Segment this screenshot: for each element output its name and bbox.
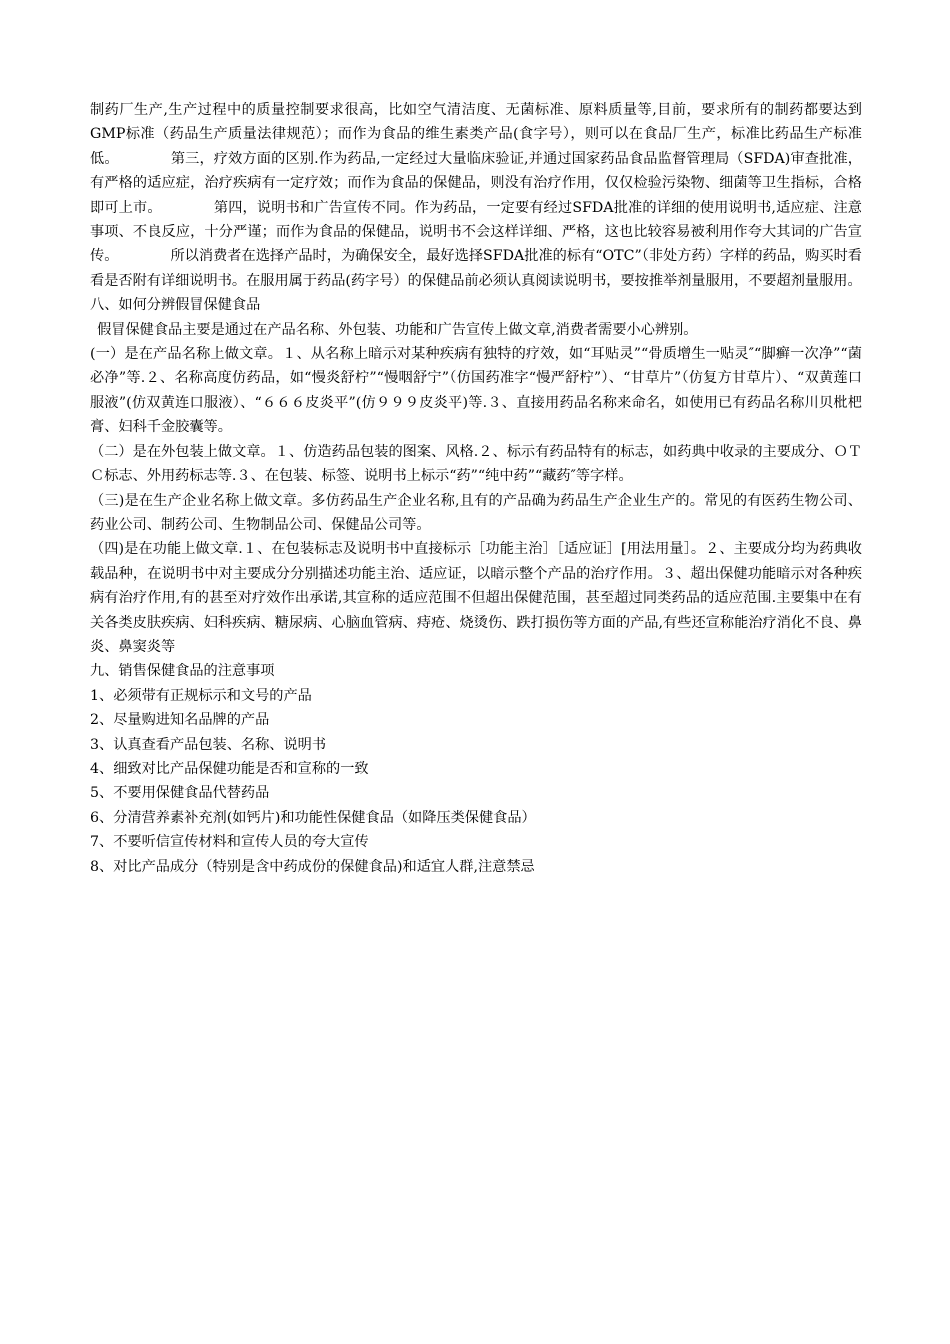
list-item: 7、不要听信宣传材料和宣传人员的夸大宣传 [90,834,369,851]
list-item: 3、认真查看产品包装、名称、说明书 [90,736,327,753]
list-item: 4、细致对比产品保健功能是否和宣称的一致 [90,760,369,777]
section8-item-4: （四)是在功能上做文章.１、在包装标志及说明书中直接标示［功能主治］［适应证］[用法用量］。２、主要成分均为药典收载品种，在说明书中对主要成分分别描述功能主治、适应证，以暗示整个产品的治疗作用。３、超出保健功能暗示对各种疾病有治疗作用,有的甚至对疗效作出承诺,其宣称的适应范围不但超出保健范围，甚至超过同类药品的适应范围.主要集中在有关各类皮肤疾病、妇科疾病、糖尿病、心脑血管病、痔疮、烧烫伤、跌打损伤等方面的产品,有些还宣称能治疗消化不良、鼻炎、鼻窦炎等 [90,541,862,655]
section8-item-2: （二）是在外包装上做文章。１、仿造药品包装的图案、风格.２、标示有药品特有的标志，如药典中收录的主要成分、ＯＴＣ标志、外用药标志等.３、在包装、标签、说明书上标示“药”“纯中药”“藏药″等字样。 [90,443,862,485]
intro-text-3: 第四，说明书和广告宣传不同。作为药品，一定要有经过SFDA批准的详细的使用说明书,适应症、注意事项、不良反应，十分严谨；而作为食品的保健品，说明书不会这样详细、严格，这也比较容易被利用作夸大其词的广告宣传。 [90,199,862,265]
intro-text-2: 第三，疗效方面的区别.作为药品,一定经过大量临床验证,并通过国家药品食品监督管理局（SFDA)审查批准，有严格的适应症，治疗疾病有一定疗效；而作为食品的保健品，则没有治疗作用，仅仅检验污染物、细菌等卫生指标，合格即可上市。 [90,150,862,216]
section9-list [90,684,862,879]
section8-heading: 八、如何分辨假冒保健食品 [90,297,261,314]
document-page [90,98,862,879]
list-item: 6、分清营养素补充剂(如钙片)和功能性保健食品（如降压类保健食品） [90,809,536,826]
intro-paragraph [90,98,862,293]
section8-item-3: （三)是在生产企业名称上做文章。多仿药品生产企业名称,且有的产品确为药品生产企业生产的。常见的有医药生物公司、药业公司、制药公司、生物制品公司、保健品公司等。 [90,492,862,533]
list-item: 5、不要用保健食品代替药品 [90,785,270,802]
section8-lead: 假冒保健食品主要是通过在产品名称、外包装、功能和广告宣传上做文章,消费者需要小心辨别。 [97,321,698,338]
list-item: 1、必须带有正规标示和文号的产品 [90,687,312,704]
list-item: 8、对比产品成分（特别是含中药成份的保健食品)和适宜人群,注意禁忌 [90,858,535,875]
section8-item-1: (一）是在产品名称上做文章。１、从名称上暗示对某种疾病有独特的疗效，如“耳贴灵”“骨质增生一贴灵″“脚癣一次净”“菌必净”等.２、名称高度仿药品，如“慢炎舒柠”“慢咽舒宁”（仿国药准字“慢严舒柠”）、“甘草片”（仿复方甘草片）、“双黄莲口服液”(仿双黄连口服液）、“６６６皮炎平”(仿９９９皮炎平)等.３、直接用药品名称来命名，如使用已有药品名称川贝枇杷膏、妇科千金胶囊等。 [90,346,862,436]
section9-heading: 九、销售保健食品的注意事项 [90,663,275,680]
list-item: 2、尽量购进知名品牌的产品 [90,712,270,729]
intro-text-1: 制药厂生产,生产过程中的质量控制要求很高，比如空气清洁度、无菌标准、原料质量等,目前，要求所有的制药都要达到GMP标准（药品生产质量法律规范）；而作为食品的维生素类产品(食字号），则可以在食品厂生产，标准比药品生产标准低。 [90,102,862,167]
intro-text-4: 所以消费者在选择产品时，为确保安全，最好选择SFDA批准的标有“OTC”（非处方药）字样的药品，购买时看看是否附有详细说明书。在服用属于药品(药字号）的保健品前必须认真阅读说明书，要按推举剂量服用，不要超剂量服用。 [90,248,862,289]
